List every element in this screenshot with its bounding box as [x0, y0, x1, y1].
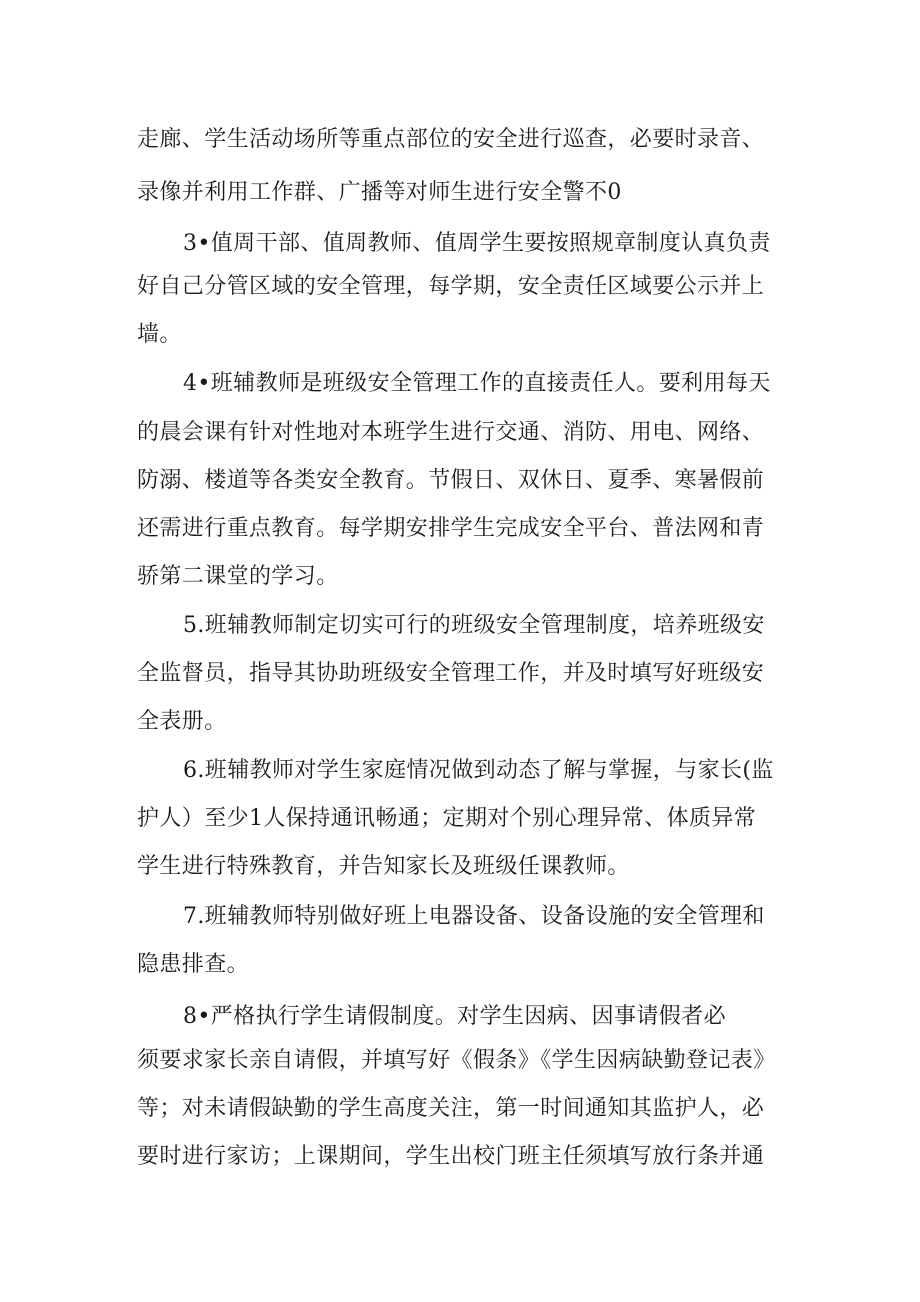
- text-line: 全监督员，指导其协助班级安全管理工作，并及时填写好班级安: [137, 661, 765, 686]
- text-line: 须要求家长亲自请假，并填写好《假条》《学生因病缺勤登记表》: [137, 1048, 776, 1073]
- text-line: 走廊、学生活动场所等重点部位的安全进行巡查，必要时录音、: [137, 127, 765, 152]
- text-line: 录像并利用工作群、广播等对师生进行安全警不0: [137, 180, 622, 205]
- text-line: 防溺、楼道等各类安全教育。节假日、双休日、夏季、寒暑假前: [137, 468, 765, 493]
- text-line: 骄第二课堂的学习。: [137, 564, 339, 589]
- paragraph-8-start: 8•严格执行学生请假制度。对学生因病、因事请假者必: [183, 1004, 726, 1029]
- text-line: 隐患排查。: [137, 952, 250, 977]
- text-line: 等；对未请假缺勤的学生高度关注，第一时间通知其监护人，必: [137, 1096, 765, 1121]
- text-line: 护人）至少1人保持通讯畅通；定期对个别心理异常、体质异常: [137, 806, 757, 831]
- text-line: 要时进行家访；上课期间，学生出校门班主任须填写放行条并通: [137, 1144, 765, 1169]
- text-line: 的晨会课有针对性地对本班学生进行交通、消防、用电、网络、: [137, 420, 765, 445]
- text-line: 好自己分管区域的安全管理，每学期，安全责任区域要公示并上: [137, 274, 765, 299]
- paragraph-4-start: 4•班辅教师是班级安全管理工作的直接责任人。要利用每天: [183, 371, 771, 396]
- paragraph-3-start: 3•值周干部、值周教师、值周学生要按照规章制度认真负责: [183, 231, 771, 256]
- paragraph-5-start: 5.班辅教师制定切实可行的班级安全管理制度，培养班级安: [183, 613, 765, 638]
- paragraph-6-start: 6.班辅教师对学生家庭情况做到动态了解与掌握，与家长(监: [183, 758, 774, 783]
- paragraph-7-start: 7.班辅教师特别做好班上电器设备、设备设施的安全管理和: [183, 904, 765, 929]
- text-line: 还需进行重点教育。每学期安排学生完成安全平台、普法网和青: [137, 516, 765, 541]
- text-line: 墙。: [137, 322, 182, 347]
- text-line: 全表册。: [137, 709, 227, 734]
- text-line: 学生进行特殊教育，并告知家长及班级任课教师。: [137, 854, 630, 879]
